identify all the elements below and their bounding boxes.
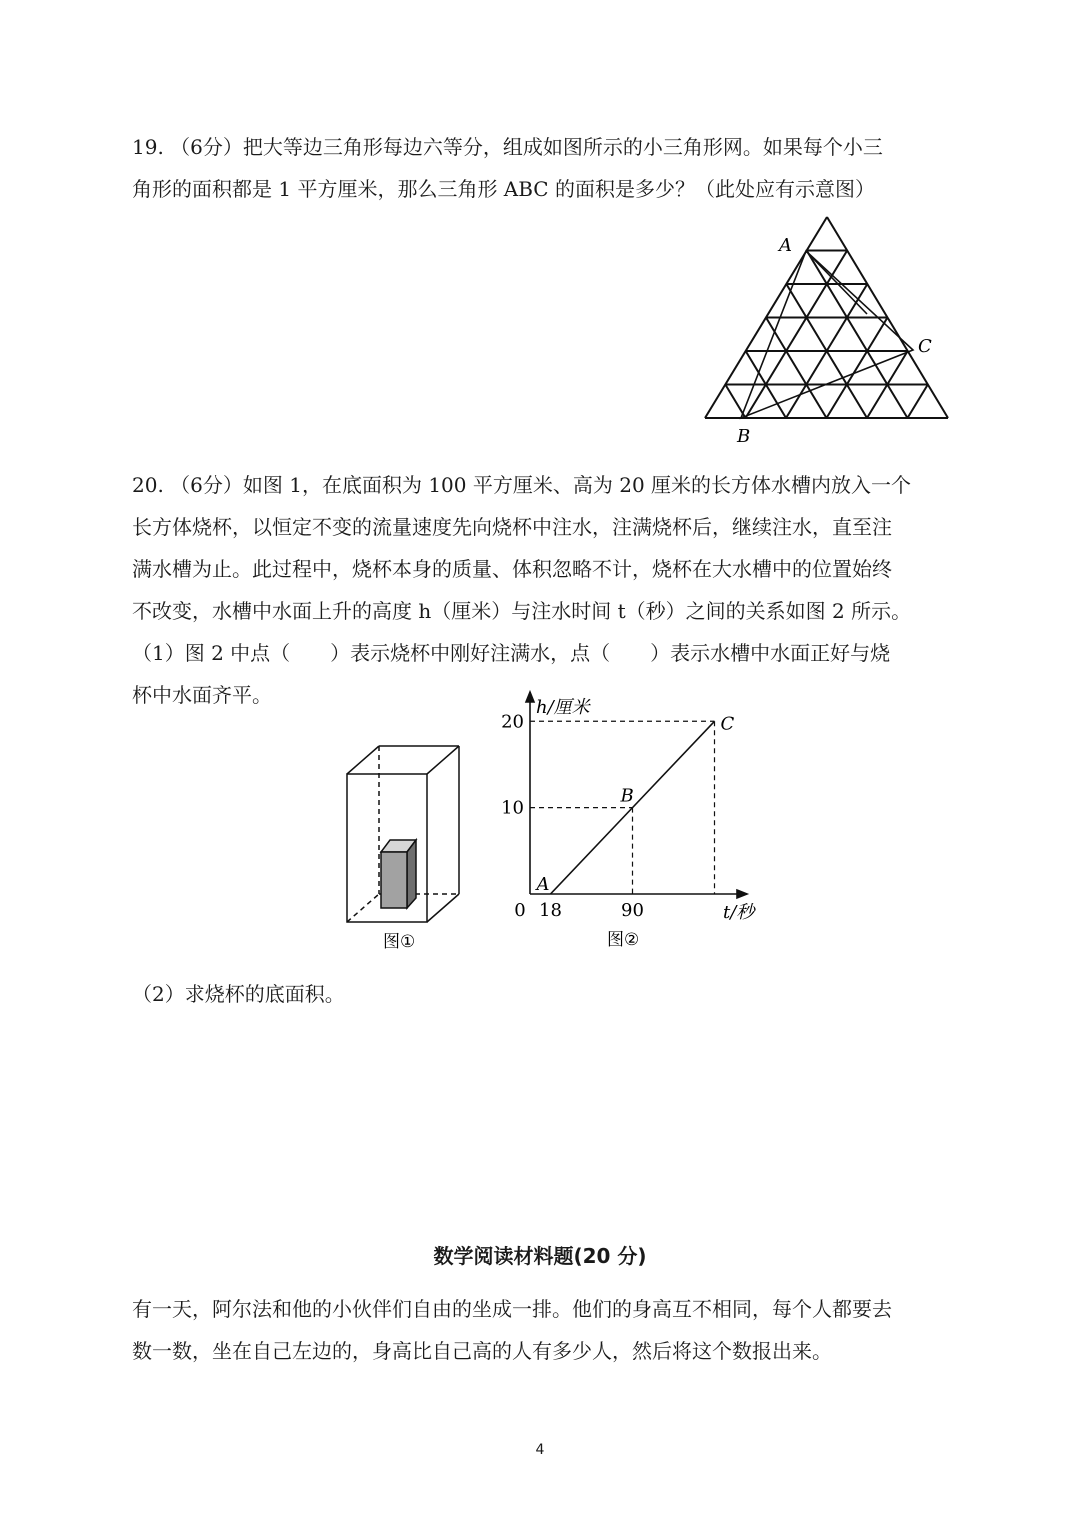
question-20-line: （1）图 2 中点（ ）表示烧杯中刚好注满水，点（ ）表示水槽中水面正好与烧 xyxy=(132,641,891,665)
grid-line-left-diagonal xyxy=(867,351,908,418)
grid-line-left-diagonal xyxy=(705,217,827,418)
grid-line-right-diagonal xyxy=(807,251,908,419)
grid-line-right-diagonal xyxy=(827,217,948,418)
grid-line-right-diagonal xyxy=(725,385,745,419)
y-axis-label: h/厘米 xyxy=(536,697,590,718)
question-19-text xyxy=(132,126,952,210)
grid-line-right-diagonal xyxy=(786,284,867,418)
grid-line-left-diagonal xyxy=(786,284,867,418)
question-20-text xyxy=(132,464,952,716)
question-20-line: 长方体烧杯，以恒定不变的流量速度先向烧杯中注水，注满烧杯后，继续注水，直至注 xyxy=(132,515,892,539)
page-number: 4 xyxy=(535,1442,545,1458)
question-20-part-2-line: （2）求烧杯的底面积。 xyxy=(132,982,345,1006)
reading-section-title: 数学阅读材料题(20 分) xyxy=(433,1244,647,1268)
figure-2-caption: 图② xyxy=(607,930,640,950)
label-c: C xyxy=(918,336,932,357)
label-a: A xyxy=(779,235,792,256)
x-tick-label: 0 xyxy=(514,900,526,921)
beaker xyxy=(381,840,416,908)
reading-text xyxy=(132,1288,952,1372)
question-19-line: 19. （6分）把大等边三角形每边六等分，组成如图所示的小三角形网。如果每个小三 xyxy=(132,135,883,159)
question-20-part-2 xyxy=(132,973,952,1015)
question-20-line: 20. （6分）如图 1，在底面积为 100 平方厘米、高为 20 厘米的长方体水槽内放入一个 xyxy=(132,473,912,497)
y-tick-label: 10 xyxy=(501,797,524,819)
x-axis-label: t/秒 xyxy=(723,902,755,923)
grid-line-right-diagonal xyxy=(766,318,827,419)
question-19-line: 角形的面积都是 1 平方厘米，那么三角形 ABC 的面积是多少？（此处应有示意图） xyxy=(132,177,875,201)
y-tick-label: 20 xyxy=(501,711,524,733)
figure-1-caption: 图① xyxy=(383,932,416,952)
question-20-line: 杯中水面齐平。 xyxy=(132,683,272,707)
reading-line: 有一天，阿尔法和他的小伙伴们自由的坐成一排。他们的身高互不相同，每个人都要去 xyxy=(132,1297,892,1321)
x-tick-label: 90 xyxy=(621,900,644,921)
question-20-line: 不改变，水槽中水面上升的高度 h（厘米）与注水时间 t（秒）之间的关系如图 2 所示。 xyxy=(132,599,912,623)
point-label-c: C xyxy=(720,713,735,735)
grid-line-right-diagonal xyxy=(746,351,786,418)
series-line xyxy=(551,721,715,894)
label-b: B xyxy=(737,426,751,447)
x-axis-arrow xyxy=(737,890,747,898)
grid-line-left-diagonal xyxy=(827,318,888,419)
reading-line: 数一数，坐在自己左边的，身高比自己高的人有多少人，然后将这个数报出来。 xyxy=(132,1339,832,1363)
segment-ab xyxy=(806,251,867,314)
point-label-b: B xyxy=(620,785,634,807)
triangle-abc xyxy=(741,251,913,418)
x-tick-label: 18 xyxy=(539,900,562,921)
point-label-a: A xyxy=(536,874,550,895)
grid-line-left-diagonal xyxy=(908,385,928,419)
grid-line-left-diagonal xyxy=(746,251,848,419)
question-20-line: 满水槽为止。此过程中，烧杯本身的质量、体积忽略不计，烧杯在大水槽中的位置始终 xyxy=(132,557,892,581)
